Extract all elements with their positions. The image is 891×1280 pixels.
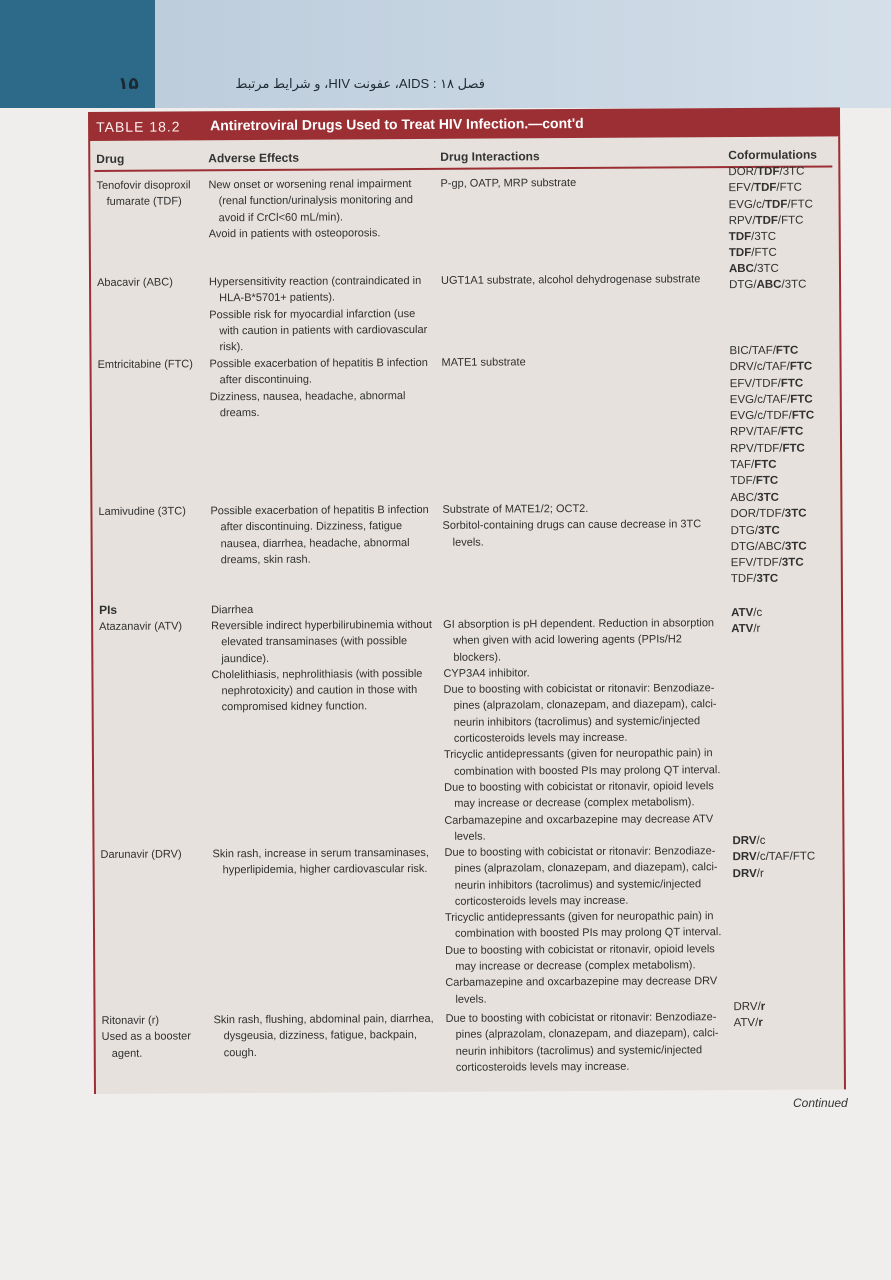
drug-cell xyxy=(98,503,186,520)
drug-interactions-cell xyxy=(445,1009,718,1076)
cell-line: compromised kidney function. xyxy=(221,700,368,714)
cell-line: after discontinuing. xyxy=(219,373,313,387)
coformulation-part: /r xyxy=(756,867,764,880)
coformulation-part: EFV/ xyxy=(728,182,755,195)
cell-line: Due to boosting with cobicistat or ritonavir, opioid levels xyxy=(444,780,714,794)
coformulation-part: /3TC xyxy=(779,165,805,178)
cell-line: Tenofovir disoproxil xyxy=(96,179,191,192)
coformulation-item xyxy=(728,180,812,197)
running-head: فصل ۱۸ : AIDS، عفونت HIV، و شرایط مرتبط xyxy=(235,76,485,91)
coformulation-part: DTG/ xyxy=(729,279,757,292)
coformulation-part: /3TC xyxy=(753,262,779,275)
drug-interactions-cell xyxy=(442,500,701,550)
drug-cell xyxy=(99,618,182,635)
drug-cell xyxy=(100,846,181,863)
cell-line: hyperlipidemia, higher cardiovascular risk. xyxy=(222,863,428,877)
coformulation-part: ATV/ xyxy=(733,1017,759,1030)
coformulation-item xyxy=(730,375,814,392)
coformulation-part: RPV/TAF/ xyxy=(729,426,781,439)
adverse-effects-cell xyxy=(210,502,429,569)
coformulation-item xyxy=(731,539,807,556)
coformulations-cell xyxy=(728,164,813,262)
coformulation-item xyxy=(734,1015,766,1031)
coformulation-part: /FTC xyxy=(777,214,804,227)
coformulation-part: TDF xyxy=(764,198,788,211)
coformulation-part: TDF/ xyxy=(730,573,757,586)
adverse-effects-cell xyxy=(211,617,432,716)
coformulation-item xyxy=(730,457,814,474)
coformulation-item xyxy=(730,440,814,457)
coformulation-part: FTC xyxy=(780,426,804,439)
coformulation-item xyxy=(730,408,814,425)
cell-line: dysgeusia, dizziness, fatigue, backpain, xyxy=(223,1029,417,1043)
cell-line: P-gp, OATP, MRP substrate xyxy=(440,177,577,190)
coformulation-item xyxy=(730,359,814,376)
cell-line: Due to boosting with cobicistat or ritonavir: Benzodiaze- xyxy=(444,845,716,859)
cell-line: fumarate (TDF) xyxy=(106,195,182,209)
cell-line: pines (alprazolam, clonazepam, and diazepam), calci- xyxy=(455,1027,719,1042)
coformulation-item xyxy=(731,605,762,621)
drug-interactions-cell xyxy=(444,843,721,1008)
cell-line: levels. xyxy=(455,993,487,1006)
cell-line: Tricyclic antidepressants (given for neuropathic pain) in xyxy=(443,747,713,762)
cell-line: neurin inhibitors (tacrolimus) and systemic/injected xyxy=(453,715,701,729)
coformulation-part: 3TC xyxy=(756,573,779,586)
adverse-effects-cell xyxy=(208,176,413,242)
cell-line: CYP3A4 inhibitor. xyxy=(443,667,530,680)
coformulation-item xyxy=(732,833,815,850)
coformulation-part: FTC xyxy=(775,344,799,357)
coformulation-part: /c xyxy=(756,834,766,847)
cell-line: may increase or decrease (complex metabolism). xyxy=(454,796,695,811)
coformulation-part: 3TC xyxy=(781,556,804,569)
coformulation-part: TDF/ xyxy=(730,475,756,488)
cell-line: Sorbitol-containing drugs can cause decrease in 3TC xyxy=(442,518,702,533)
cell-line: Abacavir (ABC) xyxy=(97,276,173,289)
coformulation-part: /c/TAF/FTC xyxy=(756,850,816,864)
cell-line: agent. xyxy=(111,1047,143,1060)
coformulation-item xyxy=(730,506,806,523)
cell-line: New onset or worsening renal impairment xyxy=(208,178,412,192)
coformulation-part: TDF xyxy=(755,214,778,227)
coformulation-part: /3TC xyxy=(781,278,807,292)
adverse-effects-cell xyxy=(209,273,427,356)
cell-line: blockers). xyxy=(453,651,502,664)
cell-line: Diarrhea xyxy=(211,604,254,617)
coformulation-part: r xyxy=(760,1000,766,1013)
cell-line: dreams, skin rash. xyxy=(220,553,311,567)
coformulation-part: /c xyxy=(753,606,763,619)
coformulation-item xyxy=(729,229,813,246)
coformulation-part: 3TC xyxy=(784,507,807,521)
coformulation-part: EFV/TDF/ xyxy=(729,377,781,390)
cell-line: corticosteroids levels may increase. xyxy=(455,1060,630,1074)
coformulation-part: RPV/TDF/ xyxy=(730,442,783,455)
coformulation-part: EFV/TDF/ xyxy=(730,556,782,570)
adverse-effects-cell xyxy=(211,602,253,619)
cell-line: pines (alprazolam, clonazepam, and diazepam), calci- xyxy=(454,861,718,876)
drug-cell xyxy=(97,356,192,373)
header-rule xyxy=(94,165,832,172)
cell-line: Lamivudine (3TC) xyxy=(98,505,186,518)
drug-cell xyxy=(96,177,190,210)
cell-line: elevated transaminases (with possible xyxy=(221,635,408,649)
coformulation-item xyxy=(730,391,814,408)
table-label: TABLE 18.2 xyxy=(96,118,181,135)
coformulation-part: DOR/ xyxy=(728,165,758,179)
cell-line: Skin rash, flushing, abdominal pain, diarrhea, xyxy=(213,1012,434,1027)
coformulation-part: EVG/c/TAF/ xyxy=(729,393,791,406)
drug-table xyxy=(88,107,846,1094)
coformulation-part: BIC/TAF/ xyxy=(729,344,776,358)
cell-line: MATE1 substrate xyxy=(441,356,526,369)
drug-interactions-cell xyxy=(440,175,576,192)
cell-line: with caution in patients with cardiovascular xyxy=(219,323,428,338)
coformulation-item xyxy=(729,212,813,229)
right-rule xyxy=(838,136,846,1089)
coformulation-part: TDF xyxy=(757,165,780,178)
coformulation-part: 3TC xyxy=(757,491,779,504)
cell-line: Skin rash, increase in serum transaminases, xyxy=(212,846,430,861)
coformulation-part: TDF xyxy=(754,182,777,195)
coformulation-item xyxy=(731,555,807,572)
coformulation-part: FTC xyxy=(780,377,804,390)
column-header-drug-interactions: Drug Interactions xyxy=(440,149,540,164)
cell-line: Darunavir (DRV) xyxy=(100,848,182,861)
coformulation-part: DRV xyxy=(732,834,757,848)
cell-line: when given with acid lowering agents (PPIs/H2 xyxy=(453,633,682,648)
cell-line: risk). xyxy=(219,341,244,354)
cell-line: nausea, diarrhea, headache, abnormal xyxy=(220,536,410,550)
cell-line: corticosteroids levels may increase. xyxy=(453,731,628,745)
cell-line: Used as a booster xyxy=(101,1030,191,1044)
cell-line: Reversible indirect hyperbilirubinemia without xyxy=(211,618,432,633)
cell-line: Carbamazepine and oxcarbazepine may decrease ATV xyxy=(444,812,714,827)
coformulation-part: /FTC xyxy=(751,247,777,260)
cell-line: combination with boosted PIs may prolong QT interval. xyxy=(453,763,721,778)
coformulation-part: /3TC xyxy=(751,230,777,244)
left-rule xyxy=(88,141,96,1094)
coformulation-part: /r xyxy=(753,623,761,636)
coformulations-cell xyxy=(732,833,815,882)
pis-section-label: PIs xyxy=(98,602,118,617)
cell-line: Dizziness, nausea, headache, abnormal xyxy=(209,389,406,403)
drug-interactions-cell xyxy=(441,271,700,289)
coformulation-item xyxy=(729,277,806,294)
coformulation-part: FTC xyxy=(755,475,779,488)
coformulation-part: ATV xyxy=(731,606,754,620)
coformulation-item xyxy=(731,621,762,637)
adverse-effects-cell xyxy=(214,1011,434,1061)
coformulation-part: RPV/ xyxy=(728,214,756,227)
adverse-effects-cell xyxy=(209,355,428,422)
cell-line: Due to boosting with cobicistat or ritonavir: Benzodiaze- xyxy=(443,682,715,697)
coformulation-part: /FTC xyxy=(787,198,813,211)
cell-line: after discontinuing. Dizziness, fatigue xyxy=(220,520,403,534)
cell-line: Avoid in patients with osteoporosis. xyxy=(208,227,381,241)
coformulation-part: r xyxy=(758,1017,763,1030)
cell-line: levels. xyxy=(452,536,484,549)
coformulation-part: EVG/c/TDF/ xyxy=(729,409,792,423)
coformulations-cell xyxy=(733,999,765,1032)
coformulations-cell xyxy=(730,490,807,588)
table-title-bar xyxy=(88,107,840,141)
cell-line: avoid if CrCl<60 mL/min). xyxy=(218,211,344,224)
cell-line: Ritonavir (r) xyxy=(101,1014,160,1027)
coformulation-item xyxy=(728,164,812,181)
coformulation-item xyxy=(733,865,816,882)
page-number: ۱۵ xyxy=(118,74,139,93)
coformulations-cell xyxy=(729,343,814,490)
coformulation-part: TDF xyxy=(728,247,752,260)
cell-line: HLA-B*5701+ patients). xyxy=(219,291,336,305)
coformulation-part: TDF xyxy=(728,231,752,244)
cell-line: Possible exacerbation of hepatitis B infection xyxy=(209,356,428,371)
cell-line: nephrotoxicity) and caution in those with xyxy=(221,684,418,698)
coformulation-item xyxy=(731,571,807,588)
cell-line: Due to boosting with cobicistat or ritonavir, opioid levels xyxy=(445,942,715,957)
coformulations-cell xyxy=(729,261,807,294)
cell-line: combination with boosted PIs may prolong QT interval. xyxy=(454,926,722,941)
coformulation-item xyxy=(729,196,813,213)
coformulation-part: FTC xyxy=(791,409,815,422)
coformulation-part: DRV/c/TAF/ xyxy=(729,361,790,374)
cell-line: Carbamazepine and oxcarbazepine may decrease DRV xyxy=(445,975,718,990)
cell-line: Due to boosting with cobicistat or ritonavir: Benzodiaze- xyxy=(445,1011,717,1025)
drug-cell xyxy=(97,274,173,291)
coformulation-part: DRV xyxy=(732,867,757,880)
drug-cell xyxy=(102,1012,192,1061)
coformulation-part: DOR/TDF/ xyxy=(730,508,785,521)
cell-line: Emtricitabine (FTC) xyxy=(97,358,193,371)
cell-line: Atazanavir (ATV) xyxy=(99,620,183,633)
cell-line: Possible risk for myocardial infarction (use xyxy=(209,307,416,321)
column-header-coformulations: Coformulations xyxy=(728,147,817,163)
coformulation-item xyxy=(733,849,816,866)
coformulation-item xyxy=(729,261,806,278)
coformulation-part: FTC xyxy=(782,442,805,455)
coformulations-cell xyxy=(731,605,762,638)
cell-line: Cholelithiasis, nephrolithiasis (with possible xyxy=(211,667,423,682)
cell-line: neurin inhibitors (tacrolimus) and systemic/injected xyxy=(454,877,702,892)
cell-line: Tricyclic antidepressants (given for neuropathic pain) in xyxy=(444,910,714,925)
coformulation-part: ABC xyxy=(756,279,782,292)
coformulation-part: FTC xyxy=(790,393,813,406)
coformulation-part: DTG/ xyxy=(730,524,759,537)
coformulation-part: ABC/ xyxy=(730,491,758,505)
cell-line: Substrate of MATE1/2; OCT2. xyxy=(442,502,589,516)
coformulation-item xyxy=(729,245,813,262)
coformulation-part: TAF/ xyxy=(730,459,755,472)
cell-line: GI absorption is pH dependent. Reduction in absorption xyxy=(443,617,715,631)
cell-line: Possible exacerbation of hepatitis B infection xyxy=(210,503,429,518)
coformulation-part: ATV xyxy=(731,623,754,636)
cell-line: UGT1A1 substrate, alcohol dehydrogenase substrate xyxy=(441,273,701,287)
continued-note: Continued xyxy=(793,1096,848,1110)
cell-line: corticosteroids levels may increase. xyxy=(454,894,629,908)
cell-line: Hypersensitivity reaction (contraindicated in xyxy=(209,274,422,289)
column-header-adverse-effects: Adverse Effects xyxy=(208,150,300,166)
coformulation-part: DTG/ABC/ xyxy=(730,540,786,553)
coformulation-part: EVG/c/ xyxy=(728,198,766,211)
cell-line: (renal function/urinalysis monitoring and xyxy=(218,194,414,208)
cell-line: dreams. xyxy=(219,406,260,420)
cell-line: neurin inhibitors (tacrolimus) and systemic/injected xyxy=(455,1043,703,1058)
table-title: Antiretroviral Drugs Used to Treat HIV Infection.—cont'd xyxy=(210,114,584,134)
coformulation-item xyxy=(730,490,806,507)
coformulation-part: /FTC xyxy=(776,181,802,195)
cell-line: pines (alprazolam, clonazepam, and diazepam), calci- xyxy=(453,698,717,713)
drug-interactions-cell xyxy=(443,615,721,845)
coformulation-part: FTC xyxy=(789,360,813,374)
coformulation-part: DRV/ xyxy=(733,1000,761,1014)
cell-line: jaundice). xyxy=(221,652,270,665)
drug-interactions-cell xyxy=(441,354,525,371)
column-header-drug: Drug xyxy=(96,151,125,166)
coformulation-item xyxy=(731,522,807,539)
coformulation-part: FTC xyxy=(754,458,777,472)
coformulation-item xyxy=(733,999,765,1015)
coformulation-item xyxy=(730,424,814,441)
cell-line: cough. xyxy=(223,1046,257,1059)
cell-line: may increase or decrease (complex metabolism). xyxy=(455,959,696,973)
adverse-effects-cell xyxy=(212,845,429,879)
cell-line: levels. xyxy=(454,830,486,843)
coformulation-part: DRV xyxy=(732,851,757,864)
coformulation-part: 3TC xyxy=(758,524,780,537)
coformulation-part: 3TC xyxy=(784,540,807,553)
coformulation-part: ABC xyxy=(728,262,754,276)
coformulation-item xyxy=(730,473,814,490)
coformulation-item xyxy=(729,343,813,360)
